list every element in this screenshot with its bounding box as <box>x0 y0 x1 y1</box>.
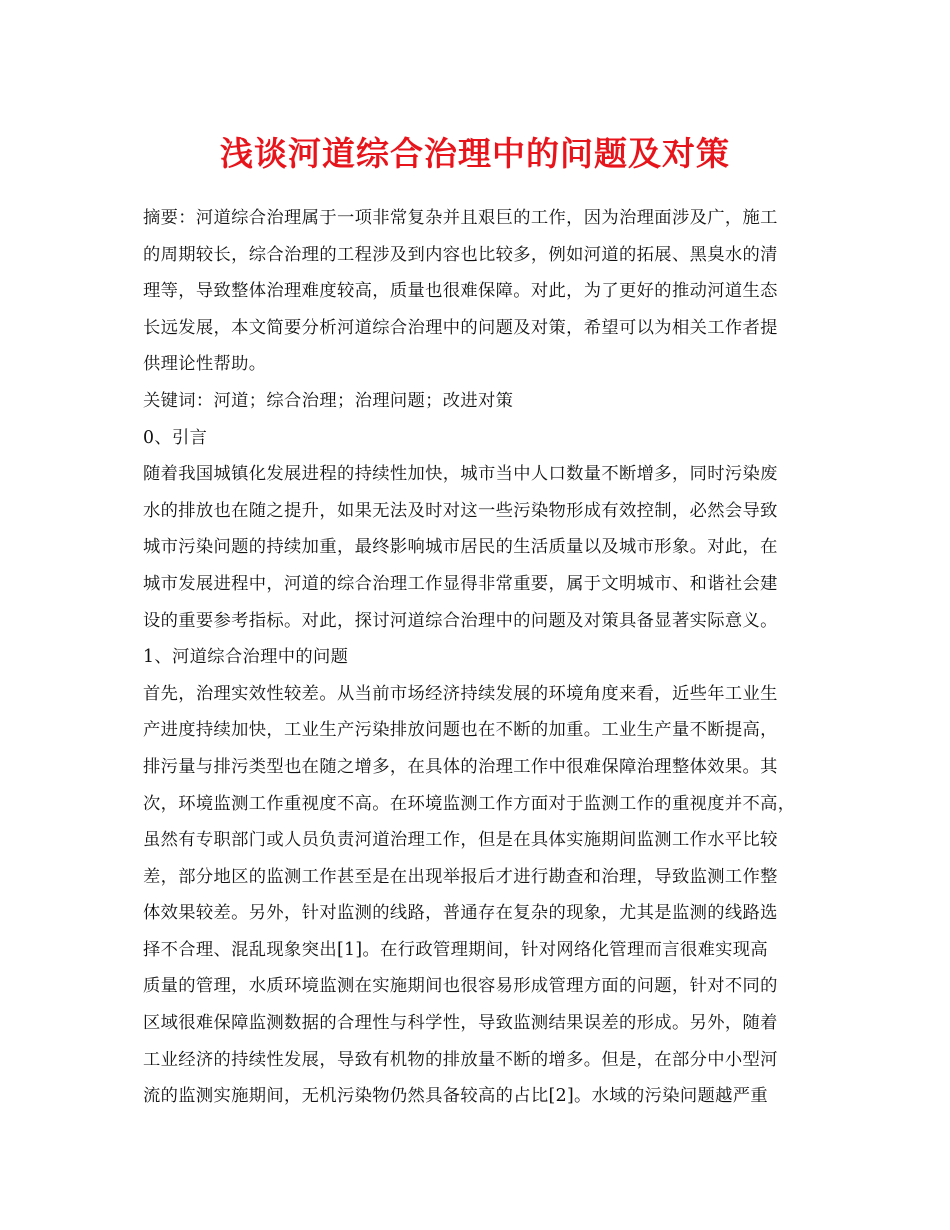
text-line: 1、河道综合治理中的问题 <box>143 647 349 668</box>
text-line: 体效果较差。另外，针对监测的线路，普通存在复杂的现象，尤其是监测的线路选 <box>143 903 778 924</box>
text-line: 城市发展进程中，河道的综合治理工作显得非常重要，属于文明城市、和谐社会建 <box>143 573 778 594</box>
text-line: 0、引言 <box>143 427 208 448</box>
text-line: 理等，导致整体治理难度较高，质量也很难保障。对此，为了更好的推动河道生态 <box>143 281 778 302</box>
document-title: 浅谈河道综合治理中的问题及对策 <box>220 134 730 173</box>
text-line: 关键词：河道；综合治理；治理问题；改进对策 <box>143 390 514 411</box>
text-line: 区域很难保障监测数据的合理性与科学性，导致监测结果误差的形成。另外，随着 <box>143 1013 778 1034</box>
text-line: 设的重要参考指标。对此，探讨河道综合治理中的问题及对策具备显著实际意义。 <box>143 610 778 631</box>
text-line: 虽然有专职部门或人员负责河道治理工作，但是在具体实施期间监测工作水平比较 <box>143 830 778 851</box>
text-line: 供理论性帮助。 <box>143 354 267 375</box>
text-line: 产进度持续加快，工业生产污染排放问题也在不断的加重。工业生产量不断提高， <box>143 720 778 741</box>
text-line: 次，环境监测工作重视度不高。在环境监测工作方面对于监测工作的重视度并不高， <box>143 793 796 814</box>
text-line: 差，部分地区的监测工作甚至是在出现举报后才进行勘查和治理，导致监测工作整 <box>143 866 778 887</box>
document-body <box>143 200 823 1115</box>
text-line: 工业经济的持续性发展，导致有机物的排放量不断的增多。但是，在部分中小型河 <box>143 1049 778 1070</box>
text-line: 排污量与排污类型也在随之增多，在具体的治理工作中很难保障治理整体效果。其 <box>143 756 778 777</box>
text-line: 择不合理、混乱现象突出[1]。在行政管理期间，针对网络化管理而言很难实现高 <box>143 939 768 960</box>
text-line: 的周期较长，综合治理的工程涉及到内容也比较多，例如河道的拓展、黑臭水的清 <box>143 244 778 265</box>
text-line: 城市污染问题的持续加重，最终影响城市居民的生活质量以及城市形象。对此，在 <box>143 537 778 558</box>
text-line: 水的排放也在随之提升，如果无法及时对这一些污染物形成有效控制，必然会导致 <box>143 500 778 521</box>
text-line: 长远发展，本文简要分析河道综合治理中的问题及对策，希望可以为相关工作者提 <box>143 317 778 338</box>
text-line: 摘要：河道综合治理属于一项非常复杂并且艰巨的工作，因为治理面涉及广，施工 <box>143 208 778 228</box>
text-line: 流的监测实施期间，无机污染物仍然具备较高的占比[2]。水域的污染问题越严重 <box>143 1086 768 1107</box>
text-line: 首先，治理实效性较差。从当前市场经济持续发展的环境角度来看，近些年工业生 <box>143 683 778 704</box>
text-line: 随着我国城镇化发展进程的持续性加快，城市当中人口数量不断增多，同时污染废 <box>143 464 778 485</box>
text-line: 质量的管理，水质环境监测在实施期间也很容易形成管理方面的问题，针对不同的 <box>143 976 778 997</box>
